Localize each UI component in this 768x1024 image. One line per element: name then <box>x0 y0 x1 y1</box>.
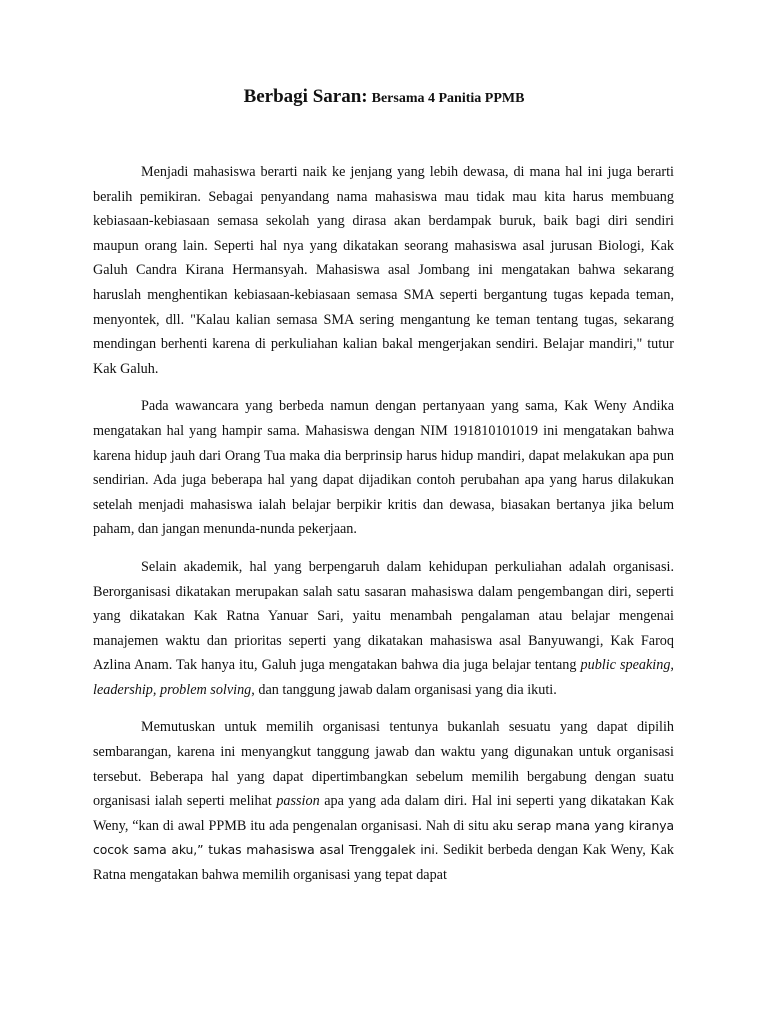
paragraph-4-text-middle: apa yang ada dalam diri. Hal ini seperti yang dikatakan Kak Weny, “kan di awal PPMB itu ada pengenalan organisasi. Nah di situ aku <box>93 793 674 834</box>
paragraph-4 <box>93 715 674 887</box>
paragraph-3-italic: public speaking, leadership, problem solving <box>93 657 674 698</box>
paragraph-4-italic: passion <box>276 793 320 810</box>
article-title-sub: Bersama 4 Panitia PPMB <box>371 91 525 106</box>
paragraph-2: Pada wawancara yang berbeda namun dengan pertanyaan yang sama, Kak Weny Andika mengatakan hal yang hampir sama. Mahasiswa dengan NIM 191810101019 ini mengatakan bahwa karena hidup jauh dari Orang Tua maka dia berprinsip harus hidup mandiri, dapat melakukan apa pun sendirian. Ada juga beberapa hal yang dapat dijadikan contoh perubahan apa yang harus dilakukan setelah menjadi mahasiswa ialah belajar berpikir kritis dan dewasa, biasakan bertanya jika belum paham, dan jangan menunda-nunda pekerjaan. <box>93 398 674 538</box>
paragraph-4-text-end: Sedikit berbeda dengan Kak Weny, Kak Ratna mengatakan bahwa memilih organisasi yang tepat dapat <box>93 842 674 884</box>
paragraph-4-text: Memutuskan untuk memilih organisasi tentunya bukanlah sesuatu yang dapat dipilih sembarangan, karena ini menyangkut tanggung jawab dan waktu yang digunakan untuk organisasi tersebut. Beberapa hal yang dapat dipertimbangkan sebelum memilih bergabung dengan suatu organisasi ialah seperti melihat <box>93 719 674 810</box>
article-title-main: Berbagi Saran: <box>243 86 368 107</box>
paragraph-3-text: Selain akademik, hal yang berpengaruh dalam kehidupan perkuliahan adalah organisasi. Berorganisasi dikatakan merupakan salah satu sasaran mahasiswa dalam pengembangan diri, seperti yang dikatakan Kak Ratna Yanuar Sari, yaitu menambah pengalaman atau belajar mengenai manajemen waktu dan prioritas seperti yang dikatakan mahasiswa asal Banyuwangi, Kak Faroq Azlina Anam. Tak hanya itu, Galuh juga mengatakan bahwa dia juga belajar tentang <box>93 558 674 674</box>
paragraph-1: Menjadi mahasiswa berarti naik ke jenjang yang lebih dewasa, di mana hal ini juga berarti beralih pemikiran. Sebagai penyandang nama mahasiswa mau tidak mau kita harus membuang kebiasaan-kebiasaan semasa sekolah yang dirasa akan berdampak buruk, baik bagi diri sendiri maupun orang lain. Seperti hal nya yang dikatakan seorang mahasiswa asal jurusan Biologi, Kak Galuh Candra Kirana Hermansyah. Mahasiswa asal Jombang ini mengatakan bahwa sekarang haruslah menghentikan kebiasaan-kebiasaan semasa SMA seperti bergantung tugas kepada teman, menyontek, dll. "Kalau kalian semasa SMA sering mengantung ke teman tentang tugas, sekarang mendingan berhenti karena di perkuliahan kalian bakal mengerjakan sendiri. Belajar mandiri," tutur Kak Galuh. <box>93 164 674 377</box>
paragraph-4-quote-sans: serap mana yang kiranya cocok sama aku,” tukas mahasiswa asal Trenggalek ini. <box>93 817 675 858</box>
article-title <box>0 86 768 108</box>
article-body <box>93 160 674 888</box>
paragraph-3-text-end: , dan tanggung jawab dalam organisasi yang dia ikuti. <box>251 681 557 698</box>
paragraph-3 <box>93 555 674 703</box>
